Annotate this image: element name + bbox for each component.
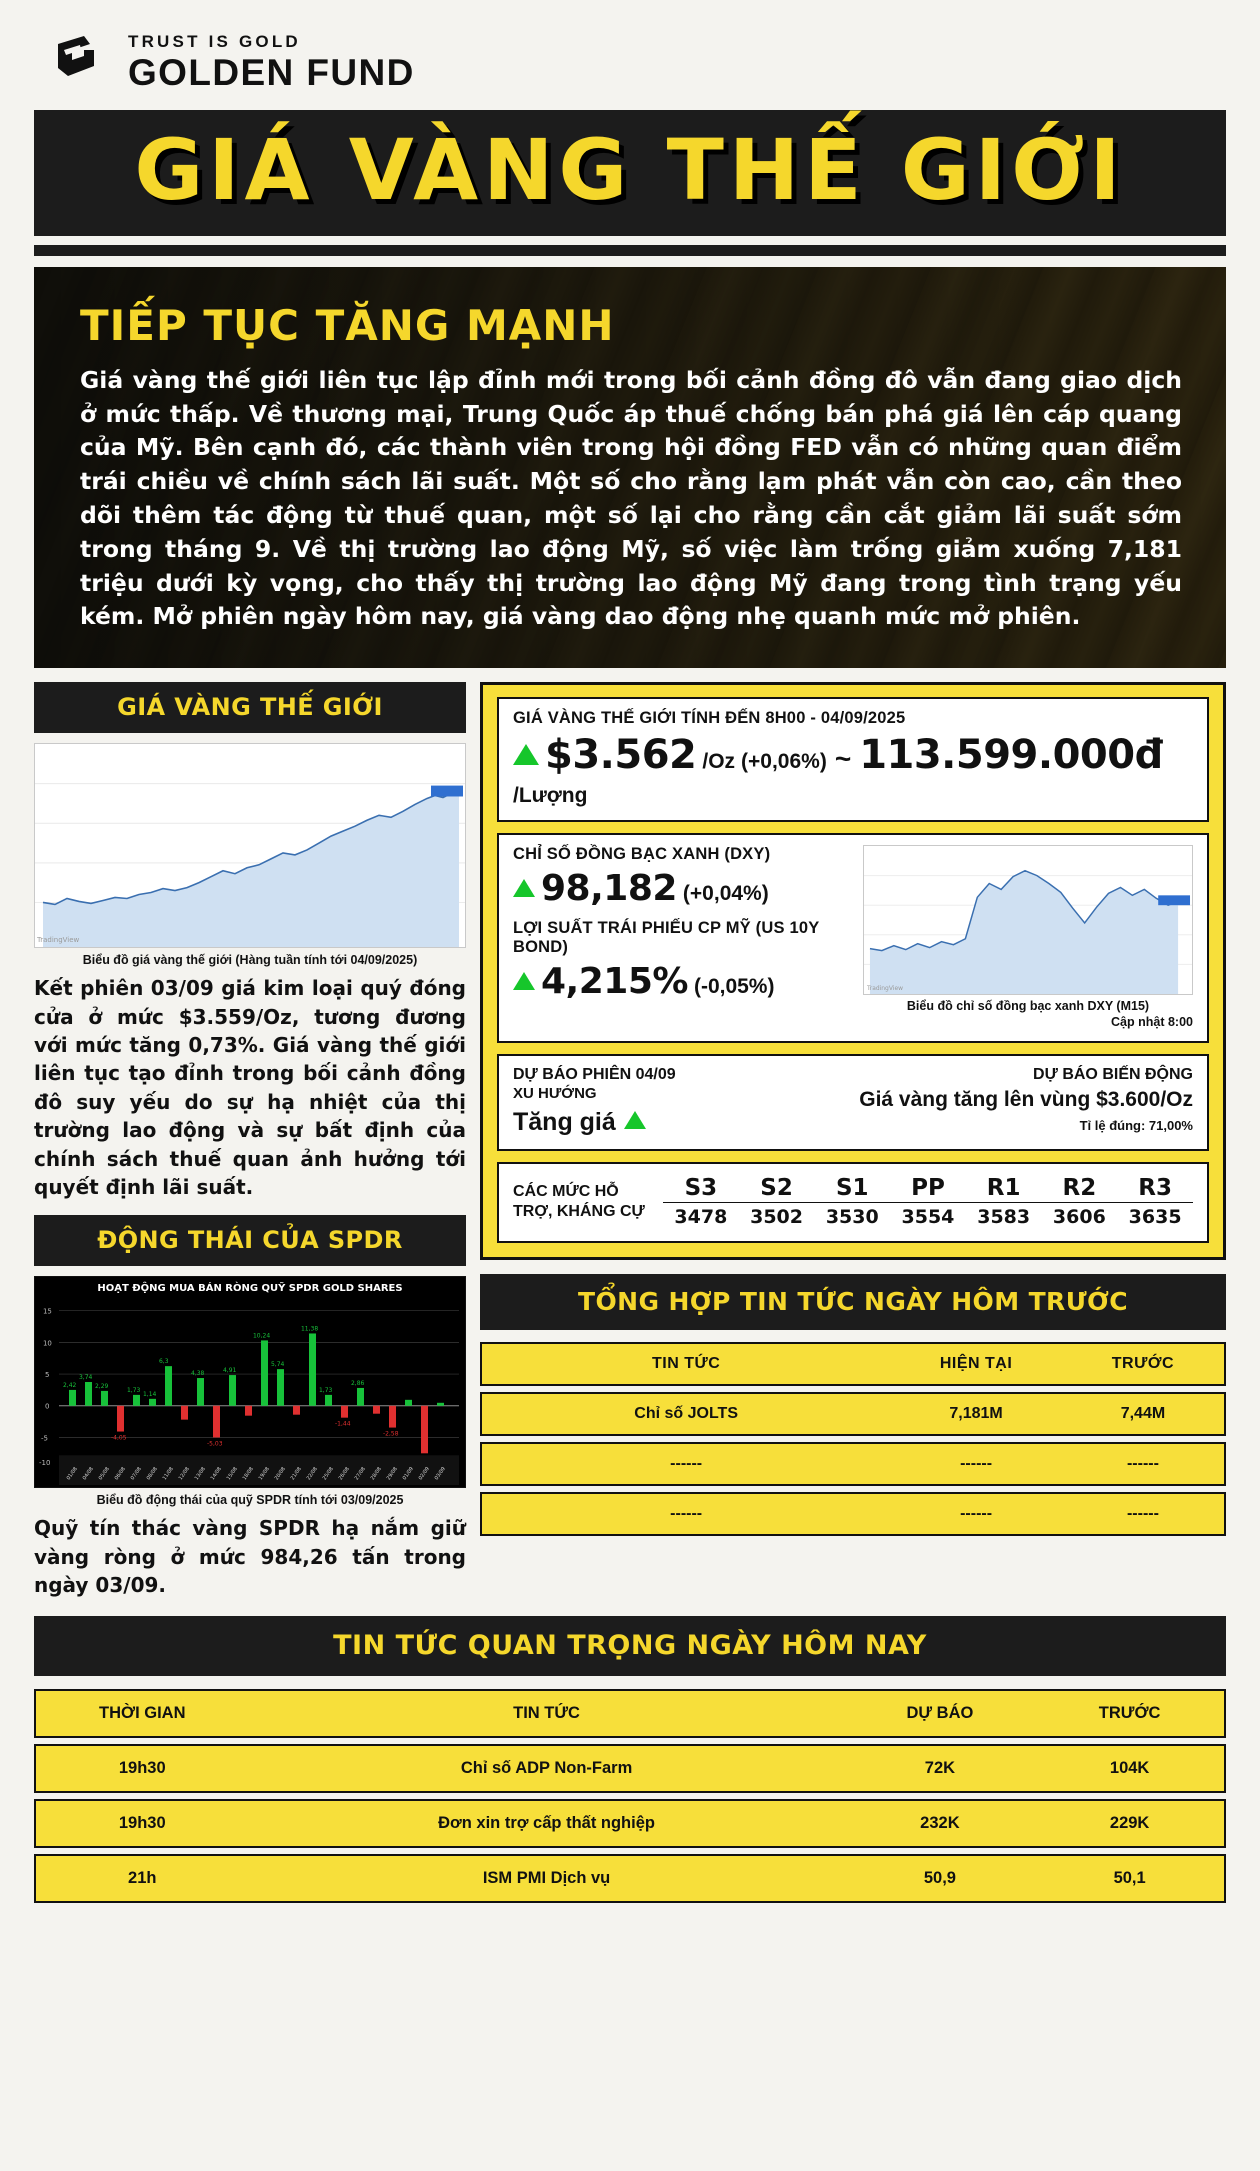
dxy-value: 98,182 (541, 868, 677, 910)
cell-time: 21h (34, 1854, 249, 1903)
cell-time: 19h30 (34, 1799, 249, 1848)
level-value: 3554 (901, 1206, 955, 1229)
svg-text:-5: -5 (41, 1434, 48, 1443)
svg-text:14/08: 14/08 (209, 1466, 223, 1482)
gold-price-usd: $3.562 (545, 732, 697, 779)
cell-previous: 7,44M (1062, 1392, 1226, 1436)
news-today-table (34, 1683, 1226, 1909)
svg-text:01/08: 01/08 (65, 1466, 79, 1482)
volatility-forecast-value: Giá vàng tăng lên vùng $3.600/Oz (859, 1088, 1193, 1112)
cell-previous: ------ (1062, 1442, 1226, 1486)
svg-text:1,73: 1,73 (127, 1387, 141, 1395)
svg-text:0: 0 (45, 1403, 50, 1412)
svg-text:25/08: 25/08 (321, 1466, 335, 1482)
level-header: R3 (1138, 1175, 1172, 1202)
svg-text:11/08: 11/08 (161, 1466, 175, 1482)
approx-symbol: ~ (834, 743, 852, 775)
left-column (34, 682, 466, 1599)
svg-text:12/08: 12/08 (177, 1466, 191, 1482)
spdr-chart-caption: Biểu đồ động thái của quỹ SPDR tính tới 03/09/2025 (96, 1493, 404, 1508)
support-resistance-label: CÁC MỨC HỖ TRỢ, KHÁNG CỰ (513, 1182, 645, 1220)
cell-current: ------ (890, 1492, 1062, 1536)
table-header-row (663, 1174, 1193, 1203)
svg-text:HOẠT ĐỘNG MUA BÁN RÒNG QUỸ SPD: HOẠT ĐỘNG MUA BÁN RÒNG QUỸ SPDR GOLD SHARES (97, 1283, 403, 1295)
up-arrow-icon (513, 744, 539, 765)
golden-fund-logo-icon (50, 30, 112, 92)
cell-news: Đơn xin trợ cấp thất nghiệp (249, 1799, 845, 1848)
svg-text:06/08: 06/08 (113, 1466, 127, 1482)
dxy-change: (+0,04%) (682, 882, 769, 906)
news-yesterday-table (480, 1336, 1226, 1542)
svg-text:4,38: 4,38 (191, 1370, 205, 1378)
svg-text:10: 10 (43, 1339, 52, 1348)
gold-price-vnd-unit: /Lượng (513, 784, 588, 808)
forecast-trend-value: Tăng giá (513, 1108, 616, 1137)
spdr-paragraph: Quỹ tín thác vàng SPDR hạ nắm giữ vàng ròng ở mức 984,26 tấn trong ngày 03/09. (34, 1516, 466, 1598)
svg-text:20/08: 20/08 (273, 1466, 287, 1482)
level-header: PP (911, 1175, 945, 1202)
gold-section-title: GIÁ VÀNG THẾ GIỚI (34, 682, 466, 733)
svg-text:02/09: 02/09 (417, 1466, 431, 1482)
svg-text:-4,05: -4,05 (111, 1434, 127, 1442)
svg-text:2,29: 2,29 (95, 1383, 109, 1391)
gold-price-chart (34, 743, 466, 967)
svg-text:TradingView: TradingView (37, 936, 80, 945)
gold-quote-card (497, 697, 1209, 822)
table-row (480, 1442, 1226, 1486)
cell-current: ------ (890, 1442, 1062, 1486)
gold-price-vnd: 113.599.000đ (859, 732, 1163, 779)
bond-title: LỢI SUẤT TRÁI PHIẾU CP MỸ (US 10Y BOND) (513, 919, 820, 957)
spdr-chart-svg (34, 1276, 466, 1488)
table-row (34, 1799, 1226, 1848)
bond-change: (-0,05%) (693, 975, 775, 999)
svg-text:15/08: 15/08 (225, 1466, 239, 1482)
svg-text:2,42: 2,42 (63, 1382, 77, 1390)
level-value: 3606 (1052, 1206, 1106, 1229)
svg-text:26/08: 26/08 (337, 1466, 351, 1482)
table-header-row (480, 1342, 1226, 1386)
cell-news: ------ (480, 1492, 890, 1536)
table-row (34, 1854, 1226, 1903)
forecast-session-label: DỰ BÁO PHIÊN 04/09 (513, 1066, 676, 1084)
svg-text:03/09: 03/09 (433, 1466, 447, 1482)
svg-text:19/08: 19/08 (257, 1466, 271, 1482)
cell-forecast: 72K (845, 1744, 1036, 1793)
svg-text:-10: -10 (39, 1459, 51, 1468)
svg-text:22/08: 22/08 (305, 1466, 319, 1482)
svg-text:-5,03: -5,03 (207, 1440, 223, 1448)
main-title-band (34, 110, 1226, 236)
dxy-up-arrow-icon (513, 879, 535, 897)
table-row (34, 1744, 1226, 1793)
table-row (480, 1392, 1226, 1436)
svg-text:15: 15 (43, 1308, 52, 1317)
col-news: TIN TỨC (480, 1342, 890, 1386)
svg-text:TradingView: TradingView (866, 985, 903, 993)
col-current: HIỆN TẠI (890, 1342, 1062, 1386)
level-header: S1 (835, 1175, 869, 1202)
svg-text:1,73: 1,73 (319, 1387, 333, 1395)
support-resistance-card (497, 1162, 1209, 1243)
content-columns (34, 682, 1226, 1599)
svg-text:-2,58: -2,58 (383, 1430, 399, 1438)
svg-text:2,86: 2,86 (351, 1380, 365, 1388)
gold-chart-caption: Biểu đồ giá vàng thế giới (Hàng tuần tính tới 04/09/2025) (82, 953, 418, 968)
dxy-chart-update: Cập nhật 8:00 (1111, 1015, 1193, 1030)
svg-text:5: 5 (45, 1371, 50, 1380)
svg-text:05/08: 05/08 (97, 1466, 111, 1482)
hero-body: Giá vàng thế giới liên tục lập đỉnh mới trong bối cảnh đồng đô vẫn đang giao dịch ở mức thấp. Về thương mại, Trung Quốc áp thuế chống bán phá giá lên cáp quang của Mỹ. Bên cạnh đó, các thành viên trong hội đồng FED vẫn có những quan điểm trái chiều về chính sách lãi suất. Một số cho rằng lạm phát vẫn còn cao, cần theo dõi thêm tác động từ thuế quan, một số lại cho rằng cần cắt giảm lãi suất sớm trong tháng 9. Về thị trường lao động Mỹ, số việc làm trống giảm xuống 7,181 triệu dưới kỳ vọng, cho thấy thị trường lao động Mỹ đang trong tình trạng yếu kém. Mở phiên ngày hôm nay, giá vàng dao động nhẹ quanh mức mở phiên. (80, 365, 1182, 631)
cell-news: Chỉ số ADP Non-Farm (249, 1744, 845, 1793)
bond-value: 4,215% (541, 961, 688, 1003)
cell-time: 19h30 (34, 1744, 249, 1793)
svg-text:10,24: 10,24 (253, 1332, 271, 1340)
svg-text:08/08: 08/08 (145, 1466, 159, 1482)
cell-forecast: 50,9 (845, 1854, 1036, 1903)
cell-previous: 104K (1035, 1744, 1226, 1793)
support-resistance-table (663, 1174, 1193, 1229)
svg-text:1,14: 1,14 (143, 1391, 157, 1399)
level-value: 3502 (750, 1206, 803, 1229)
accuracy-rate: Tỉ lệ đúng: 71,00% (1079, 1118, 1193, 1134)
dxy-bond-card (497, 833, 1209, 1043)
level-header: S2 (760, 1175, 793, 1202)
gold-quote-title: GIÁ VÀNG THẾ GIỚI TÍNH ĐẾN 8H00 - 04/09/2025 (513, 709, 906, 728)
bond-up-arrow-icon (513, 972, 535, 990)
volatility-forecast-label: DỰ BÁO BIẾN ĐỘNG (1033, 1066, 1193, 1084)
table-row (663, 1203, 1193, 1230)
cell-news: ------ (480, 1442, 890, 1486)
cell-news: ISM PMI Dịch vụ (249, 1854, 845, 1903)
svg-text:28/08: 28/08 (369, 1466, 383, 1482)
level-header: R2 (1062, 1175, 1097, 1202)
level-header: S3 (684, 1175, 718, 1202)
level-value: 3478 (674, 1206, 728, 1229)
forecast-trend-label: XU HƯỚNG (513, 1085, 597, 1103)
market-data-panel (480, 682, 1226, 1260)
news-yesterday-title: TỔNG HỢP TIN TỨC NGÀY HÔM TRƯỚC (480, 1274, 1226, 1330)
svg-text:18/08: 18/08 (241, 1466, 255, 1482)
hero-section (34, 267, 1226, 669)
level-header: R1 (986, 1175, 1021, 1202)
svg-text:5,74: 5,74 (271, 1361, 285, 1369)
gold-price-change: (+0,06%) (741, 750, 827, 774)
dxy-chart-caption: Biểu đồ chỉ số đồng bạc xanh DXY (M15) (906, 999, 1150, 1014)
cell-previous: 50,1 (1035, 1854, 1226, 1903)
svg-text:01/09: 01/09 (401, 1466, 415, 1482)
brand-tagline: TRUST IS GOLD (128, 31, 301, 51)
svg-text:13/08: 13/08 (193, 1466, 207, 1482)
title-rule (34, 245, 1226, 256)
brand-header (34, 0, 1226, 110)
col-previous: TRƯỚC (1062, 1342, 1226, 1386)
dxy-chart-svg (863, 845, 1193, 995)
level-value: 3635 (1128, 1206, 1182, 1229)
gold-paragraph: Kết phiên 03/09 giá kim loại quý đóng cửa ở mức $3.559/Oz, tương đương với mức tăng 0,73%. Giá vàng thế giới liên tục tạo đỉnh trong bối cảnh đồng đô suy yếu do sự hạ nhiệt của thị trường lao động và sự bất định của chính sách thuế quan ảnh hưởng tới quyết định lãi suất. (34, 976, 466, 1200)
level-value: 3583 (977, 1206, 1031, 1229)
col-previous: TRƯỚC (1035, 1689, 1226, 1738)
right-column (480, 682, 1226, 1542)
cell-previous: ------ (1062, 1492, 1226, 1536)
brand-name: GOLDEN FUND (128, 51, 415, 93)
cell-current: 7,181M (890, 1392, 1062, 1436)
forecast-card (497, 1054, 1209, 1151)
svg-text:3,74: 3,74 (79, 1374, 93, 1382)
page-title: GIÁ VÀNG THẾ GIỚI (134, 121, 1126, 219)
svg-text:04/08: 04/08 (81, 1466, 95, 1482)
gold-price-unit: /Oz (702, 750, 736, 774)
svg-text:21/08: 21/08 (289, 1466, 303, 1482)
table-header-row (34, 1689, 1226, 1738)
table-row (480, 1492, 1226, 1536)
gold-price-chart-svg (34, 743, 466, 948)
col-time: THỜI GIAN (34, 1689, 249, 1738)
svg-text:27/08: 27/08 (353, 1466, 367, 1482)
col-news: TIN TỨC (249, 1689, 845, 1738)
dxy-title: CHỈ SỐ ĐỒNG BẠC XANH (DXY) (513, 845, 771, 864)
spdr-chart (34, 1276, 466, 1507)
cell-previous: 229K (1035, 1799, 1226, 1848)
hero-subtitle: TIẾP TỤC TĂNG MẠNH (80, 300, 615, 350)
svg-text:07/08: 07/08 (129, 1466, 143, 1482)
svg-text:6,3: 6,3 (159, 1358, 169, 1366)
svg-text:29/08: 29/08 (385, 1466, 399, 1482)
forecast-up-arrow-icon (624, 1111, 646, 1129)
spdr-section-title: ĐỘNG THÁI CỦA SPDR (34, 1215, 466, 1266)
col-forecast: DỰ BÁO (845, 1689, 1036, 1738)
svg-text:4,91: 4,91 (223, 1367, 237, 1375)
cell-forecast: 232K (845, 1799, 1036, 1848)
news-today-title: TIN TỨC QUAN TRỌNG NGÀY HÔM NAY (34, 1616, 1226, 1676)
cell-news: Chỉ số JOLTS (480, 1392, 890, 1436)
svg-text:-1,44: -1,44 (335, 1421, 351, 1428)
svg-text:11,38: 11,38 (301, 1325, 319, 1333)
level-value: 3530 (825, 1206, 879, 1229)
